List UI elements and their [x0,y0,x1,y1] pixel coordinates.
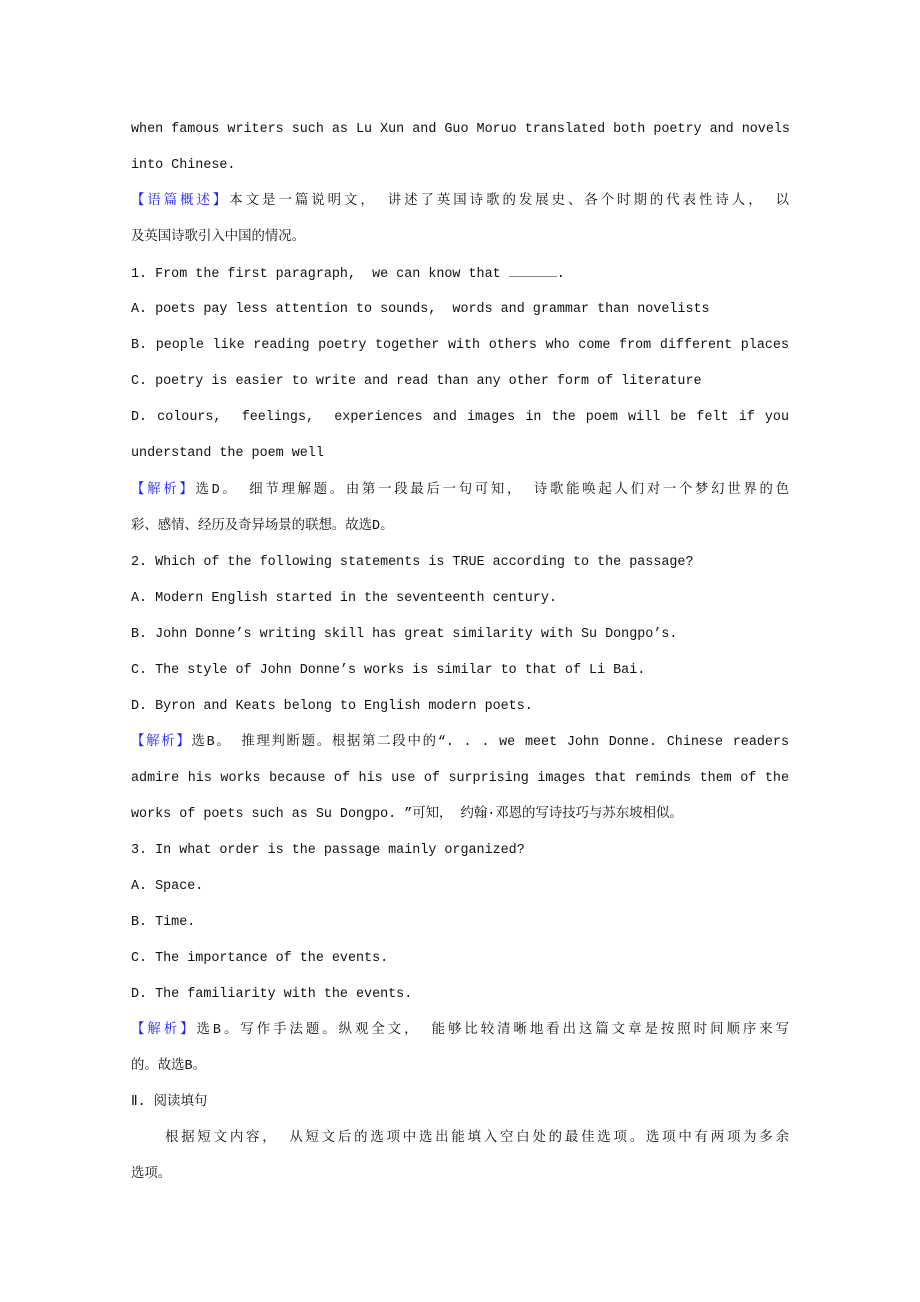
line-text: 彩、感情、经历及奇异场景的联想。故选D。 [131,518,394,534]
line-text: A. Space. [131,879,204,895]
line-text: C. The style of John Donne’s works is similar to that of Li Bai. [131,662,646,678]
text-line [131,949,388,969]
line-text: when famous writers such as Lu Xun and Guo Moruo translated both poetry and novels [131,122,790,137]
text-line [131,264,565,285]
text-line [131,913,195,933]
text-line [131,805,683,825]
line-text: B. John Donne’s writing skill has great similarity with Su Dongpo’s. [131,626,678,642]
text-line [131,841,525,861]
text-line [131,120,789,140]
text-line [131,1093,207,1113]
text-line [131,372,702,392]
text-line [131,444,324,464]
text-line [131,156,235,176]
line-text: works of poets such as Su Dongpo. ”可知， 约翰·邓恩的写诗技巧与苏东坡相似。 [131,806,683,822]
line-text: understand the poem well [131,446,324,462]
line-text: 选项。 [131,1167,172,1183]
line-text: 3. In what order is the passage mainly organized? [131,843,525,858]
line-text: D. Byron and Keats belong to English modern poets. [131,698,533,714]
line-text: D. colours, feelings, experiences and images in the poem will be felt if you [131,410,789,426]
text-line [131,517,393,537]
line-text: 2. Which of the following statements is TRUE according to the passage? [131,554,694,570]
text-line [131,300,710,320]
section-label: 【解析】 [131,734,192,750]
line-text: A. poets pay less attention to sounds, words and grammar than novelists [131,302,710,318]
text-line [131,408,789,428]
line-text: 及英国诗歌引入中国的情况。 [131,230,306,246]
line-text: C. poetry is easier to write and read than any other form of literature [131,374,702,390]
line-text: into Chinese. [131,158,236,174]
text-line [131,589,557,609]
line-text: 选D。 细节理解题。由第一段最后一句可知， 诗歌能唤起人们对一个梦幻世界的色 [195,482,790,498]
text-line [131,553,694,573]
line-text: B. Time. [131,915,196,931]
text-line [131,661,645,681]
line-text: 1. From the first paragraph, we can know that [131,267,509,283]
analysis-line [131,1021,789,1041]
line-text: Ⅱ. 阅读填句 [131,1095,208,1111]
section-label: 【语篇概述】 [131,194,230,210]
text-line [131,336,789,356]
text-line [131,769,789,789]
text-line [131,625,677,645]
line-text: 选B。 推理判断题。根据第二段中的“. . . we meet John Donne. Chinese readers [191,734,790,750]
line-text: A. Modern English started in the seventeenth century. [131,590,557,606]
text-line [131,1165,171,1185]
line-text: 选B。写作手法题。纵观全文， 能够比较清晰地看出这篇文章是按照时间顺序来写 [196,1023,789,1039]
section-label: 【解析】 [131,482,196,498]
text-line [165,1129,789,1149]
text-line [131,697,533,717]
line-text-end: . [556,267,565,283]
analysis-line [131,733,789,753]
line-text: 根据短文内容， 从短文后的选项中选出能填入空白处的最佳选项。选项中有两项为多余 [165,1131,789,1147]
line-text: C. The importance of the events. [131,951,389,967]
line-text: 本文是一篇说明文， 讲述了英国诗歌的发展史、各个时期的代表性诗人， 以 [229,194,789,210]
line-text: D. The familiarity with the events. [131,987,413,1003]
line-text: 的。故选B。 [131,1059,206,1075]
answer-blank [509,264,557,277]
line-text: admire his works because of his use of surprising images that reminds them of the [131,770,789,786]
analysis-line [131,192,789,212]
text-line [131,228,305,248]
text-line [131,1057,206,1077]
text-line [131,877,203,897]
line-text: B. people like reading poetry together with others who come from different places [131,338,789,354]
section-label: 【解析】 [131,1023,197,1039]
analysis-line [131,481,789,501]
text-line [131,985,412,1005]
